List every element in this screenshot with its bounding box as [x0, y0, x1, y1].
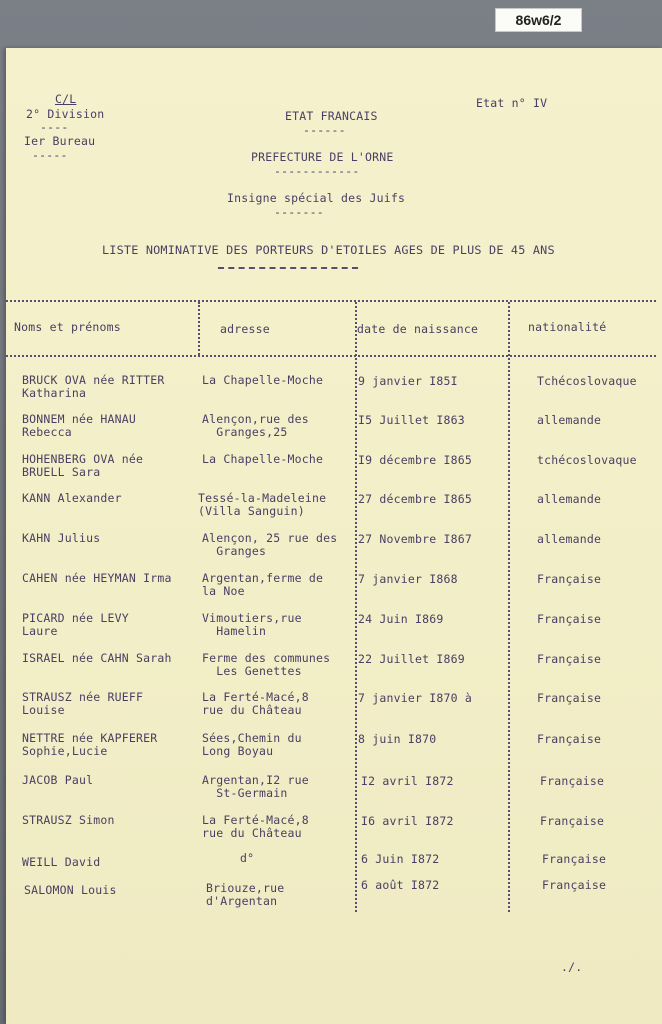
cl-mark: C/L	[55, 92, 77, 106]
person-name: SALOMON Louis	[24, 883, 117, 897]
person-nationality: Française	[542, 878, 607, 892]
person-nationality: Française	[537, 732, 602, 746]
column-divider-2	[355, 302, 357, 912]
person-nationality: allemande	[537, 492, 602, 506]
person-nationality: allemande	[537, 532, 602, 546]
column-divider-1	[198, 302, 200, 355]
person-name: KAHN Julius	[22, 531, 101, 545]
list-title: LISTE NOMINATIVE DES PORTEURS D'ETOILES AGES DE PLUS DE 45 ANS	[102, 243, 555, 257]
person-name: KANN Alexander	[22, 491, 122, 505]
person-nationality: Française	[537, 691, 602, 705]
person-nationality: Française	[540, 814, 605, 828]
person-birthdate: I6 avril I872	[361, 814, 454, 828]
etat-francais-underline: ------	[303, 123, 346, 137]
bureau-underline: -----	[32, 148, 68, 162]
person-nationality: Française	[537, 612, 602, 626]
archive-reference-label: 86w6/2	[495, 8, 582, 32]
person-nationality: Tchécoslovaque	[537, 374, 637, 388]
person-nationality: Française	[540, 774, 605, 788]
insigne-heading: Insigne spécial des Juifs	[227, 191, 406, 205]
column-header-dob: date de naissance	[357, 322, 479, 336]
bureau-label: Ier Bureau	[24, 134, 96, 148]
person-birthdate: 27 décembre I865	[358, 492, 472, 506]
person-address: Tessé-la-Madeleine (Villa Sanguin)	[198, 491, 327, 518]
person-birthdate: I2 avril I872	[361, 774, 454, 788]
person-address: Vimoutiers,rue Hamelin	[202, 611, 302, 638]
division-underline: ----	[40, 120, 69, 134]
person-address: Alençon, 25 rue des Granges	[202, 531, 338, 558]
column-header-nationality: nationalité	[528, 320, 607, 334]
person-address: Argentan,I2 rue St-Germain	[202, 773, 309, 800]
person-address: Alençon,rue des Granges,25	[202, 412, 309, 439]
person-birthdate: 22 Juillet I869	[358, 652, 465, 666]
person-name: STRAUSZ née RUEFF Louise	[22, 690, 144, 717]
continuation-mark: ./.	[561, 960, 583, 974]
person-birthdate: 6 Juin I872	[361, 852, 440, 866]
person-name: BONNEM née HANAU Rebecca	[22, 412, 136, 439]
person-nationality: Française	[537, 572, 602, 586]
person-name: ISRAEL née CAHN Sarah	[22, 651, 172, 665]
person-address: La Chapelle-Moche	[202, 373, 324, 387]
person-address: Sées,Chemin du Long Boyau	[202, 731, 302, 758]
person-address: La Ferté-Macé,8 rue du Château	[202, 690, 309, 717]
division-label: 2° Division	[26, 107, 105, 121]
person-address: Briouze,rue d'Argentan	[206, 881, 285, 908]
person-nationality: tchécoslovaque	[537, 453, 637, 467]
person-name: HOHENBERG OVA née BRUELL Sara	[22, 452, 144, 479]
person-birthdate: 27 Novembre I867	[358, 532, 472, 546]
person-name: CAHEN née HEYMAN Irma	[22, 571, 172, 585]
prefecture-heading: PREFECTURE DE L'ORNE	[251, 150, 394, 164]
column-header-address: adresse	[220, 322, 270, 336]
column-divider-3	[508, 302, 510, 912]
column-header-name: Noms et prénoms	[14, 320, 121, 334]
insigne-underline: -------	[274, 205, 324, 219]
person-name: STRAUSZ Simon	[22, 813, 115, 827]
person-nationality: Française	[537, 652, 602, 666]
person-name: BRUCK OVA née RITTER Katharina	[22, 373, 165, 400]
person-birthdate: 24 Juin I869	[358, 612, 444, 626]
person-birthdate: 6 août I872	[361, 878, 440, 892]
person-name: JACOB Paul	[22, 773, 94, 787]
person-nationality: allemande	[537, 413, 602, 427]
prefecture-underline: ------------	[274, 164, 360, 178]
person-name: WEILL David	[22, 855, 101, 869]
person-nationality: Française	[542, 852, 607, 866]
person-birthdate: 7 janvier I868	[358, 572, 458, 586]
list-title-underline	[218, 267, 358, 269]
person-birthdate: I9 décembre I865	[358, 453, 472, 467]
person-address: Ferme des communes Les Genettes	[202, 651, 331, 678]
person-name: PICARD née LEVY Laure	[22, 611, 129, 638]
person-address: d°	[240, 851, 255, 865]
etat-francais-heading: ETAT FRANCAIS	[285, 109, 378, 123]
document-page	[6, 48, 662, 1024]
person-birthdate: I5 Juillet I863	[358, 413, 465, 427]
person-address: La Chapelle-Moche	[202, 452, 324, 466]
person-address: Argentan,ferme de la Noe	[202, 571, 324, 598]
etat-number: Etat n° IV	[476, 96, 548, 110]
person-name: NETTRE née KAPFERER Sophie,Lucie	[22, 731, 158, 758]
person-address: La Ferté-Macé,8 rue du Château	[202, 813, 309, 840]
person-birthdate: 8 juin I870	[358, 732, 437, 746]
table-header-rule	[6, 355, 656, 357]
person-birthdate: 7 janvier I870 à	[358, 691, 472, 705]
person-birthdate: 9 janvier I85I	[358, 374, 458, 388]
table-top-rule	[6, 300, 656, 302]
